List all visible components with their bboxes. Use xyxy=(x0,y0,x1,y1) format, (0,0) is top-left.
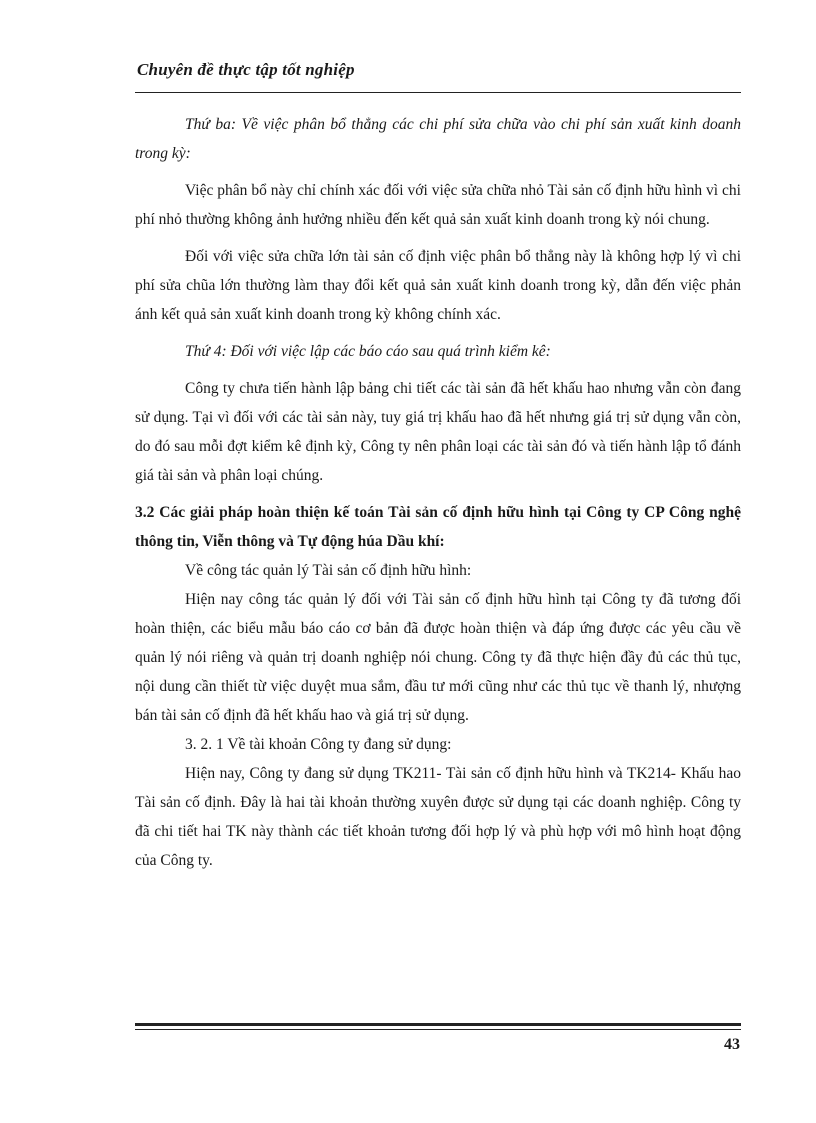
paragraph-item-3-heading: Thứ ba: Về việc phân bổ thẳng các chi phí sửa chữa vào chi phí sản xuất kinh doanh trong kỳ: xyxy=(135,116,741,162)
footer-divider-thick xyxy=(135,1023,741,1026)
subsection-heading-3-2-1: 3. 2. 1 Về tài khoản Công ty đang sử dụng: xyxy=(185,736,452,753)
paragraph: Việc phân bổ này chỉ chính xác đối với việc sửa chữa nhỏ Tài sản cố định hữu hình vì chi phí nhỏ thường không ảnh hưởng nhiều đến kết quả sản xuất kinh doanh trong kỳ nói chung. xyxy=(135,182,741,228)
paragraph-item-4-heading: Thứ 4: Đối với việc lập các báo cáo sau quá trình kiểm kê: xyxy=(185,343,551,360)
paragraph: Hiện nay, Công ty đang sử dụng TK211- Tài sản cố định hữu hình và TK214- Khấu hao Tài sản cố định. Đây là hai tài khoản thường xuyên được sử dụng tại các doanh nghiệp. Công ty đã chi tiết hai TK này thành các tiết khoản tương đối hợp lý và phù hợp với mô hình hoạt động của Công ty. xyxy=(135,765,741,869)
document-body xyxy=(135,110,741,875)
footer-divider-thin xyxy=(135,1029,741,1030)
page-number: 43 xyxy=(724,1036,740,1053)
paragraph: Công ty chưa tiến hành lập bảng chi tiết các tài sản đã hết khấu hao nhưng vẫn còn đang sử dụng. Tại vì đối với các tài sản này, tuy giá trị khấu hao đã hết nhưng giá trị sử dụng vẫn còn, do đó sau mỗi đợt kiểm kê định kỳ, Công ty nên phân loại các tài sản đó và tiến hành lập tổ đánh giá tài sản và phân loại chúng. xyxy=(135,380,741,484)
section-heading-3-2: 3.2 Các giải pháp hoàn thiện kế toán Tài sản cố định hữu hình tại Công ty CP Công nghệ thông tin, Viễn thông và Tự động húa Dầu khí: xyxy=(135,504,741,550)
header-divider xyxy=(135,92,741,93)
paragraph: Về công tác quản lý Tài sản cố định hữu hình: xyxy=(185,562,472,579)
header-title: Chuyên đề thực tập tốt nghiệp xyxy=(137,60,355,79)
paragraph: Hiện nay công tác quản lý đối với Tài sản cố định hữu hình tại Công ty đã tương đối hoàn thiện, các biểu mẫu báo cáo cơ bản đã được hoàn thiện và đáp ứng được các yêu cầu về quản lý nói riêng và quản trị doanh nghiệp nói chung. Công ty đã thực hiện đầy đủ các thủ tục, nội dung cần thiết từ việc duyệt mua sắm, đầu tư mới cũng như các thủ tục về thanh lý, nhượng bán tài sản cố định đã hết khấu hao và giá trị sử dụng. xyxy=(135,591,741,724)
paragraph: Đối với việc sửa chữa lớn tài sản cố định việc phân bổ thẳng này là không hợp lý vì chi phí sửa chũa lớn thường làm thay đổi kết quả sản xuất kinh doanh trong kỳ, dẫn đến việc phản ánh kết quả sản xuất kinh doanh trong kỳ không chính xác. xyxy=(135,248,741,323)
